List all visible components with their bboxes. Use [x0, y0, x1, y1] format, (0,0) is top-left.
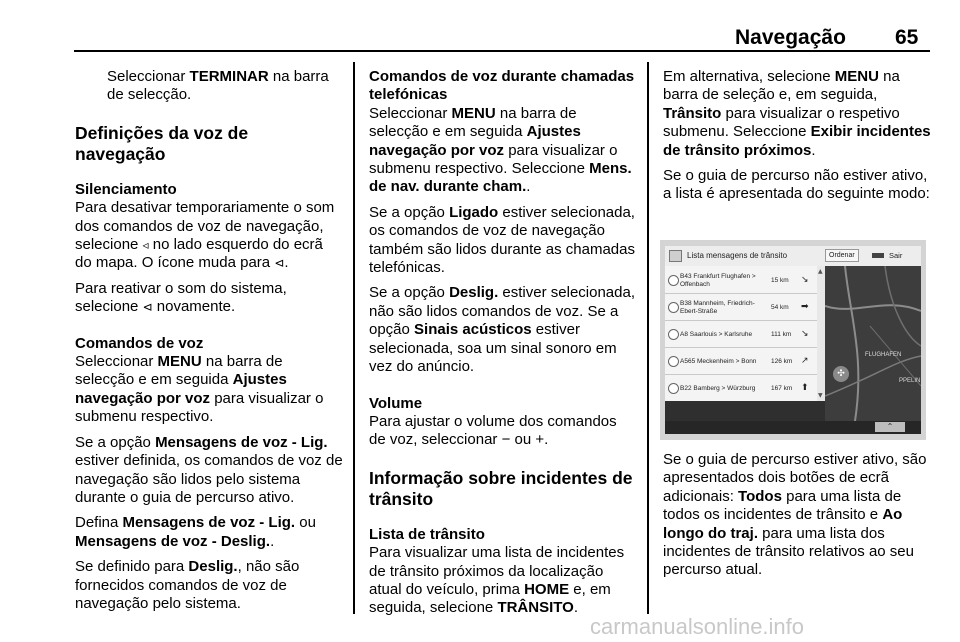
warning-icon: [668, 275, 679, 286]
back-icon[interactable]: [669, 250, 682, 262]
map-label: PPELIN: [899, 378, 921, 384]
subheading-volume: Volume: [369, 394, 423, 412]
list-item[interactable]: B38 Mannheim, Friedrich-Ebert-Straße 54 km ➡: [665, 294, 817, 321]
direction-arrow-icon: ⬆: [801, 383, 809, 393]
instruction-terminar: Seleccionar TERMINAR na barra de selecção.: [107, 68, 329, 104]
screen-bottom-bar: [665, 421, 921, 434]
warning-icon: [668, 383, 679, 394]
paragraph-voice-off: Se definido para Deslig., não são fornecidos comandos de voz de navegação pelo sistema.: [75, 558, 300, 612]
paragraph-guidance-active: Se o guia de percurso estiver ativo, são apresentados dois botões de ecrã adicionais: Todos para uma lista de todos os incidentes de trânsito e Ao longo do traj. para uma lista dos incidentes de trânsito relativos ao seu percurso atual.: [663, 451, 927, 579]
direction-arrow-icon: ↗: [801, 356, 809, 366]
map-label: FLUGHAFEN: [865, 352, 902, 358]
scroll-up-icon[interactable]: ▲: [818, 268, 823, 275]
subheading-voice-commands: Comandos de voz: [75, 334, 204, 352]
column-divider-left: [353, 62, 355, 614]
section-heading-traffic: Informação sobre incidentes de trânsito: [369, 467, 633, 509]
traffic-list-screenshot: [660, 240, 926, 440]
exit-icon: [872, 253, 884, 258]
paragraph-voice-menu: Seleccionar MENU na barra de selecção e em seguida Ajustes navegação por voz para visualizar o submenu respectivo.: [75, 353, 324, 426]
section-heading-voice-settings: Definições da voz de navegação: [75, 122, 249, 164]
scroll-down-icon[interactable]: ▼: [818, 392, 823, 399]
chevron-up-icon[interactable]: ⌃: [875, 422, 905, 432]
list-item[interactable]: B43 Frankfurt Flughafen > Offenbach 15 km ↘: [665, 267, 817, 294]
paragraph-volume: Para ajustar o volume dos comandos de voz, seleccionar − ou +.: [369, 412, 617, 449]
screen-title: Lista mensagens de trânsito: [687, 251, 788, 260]
plus-icon: +: [535, 431, 545, 449]
paragraph-calls-menu: Seleccionar MENU na barra de selecção e em seguida Ajustes navegação por voz para visualizar o submenu respectivo. Seleccione Mens. de nav. durante cham..: [369, 104, 632, 196]
column-3-lower: [663, 451, 931, 587]
minus-icon: −: [501, 431, 511, 449]
warning-icon: [668, 356, 679, 367]
direction-arrow-icon: ↘: [801, 275, 809, 285]
column-divider-right: [647, 62, 649, 614]
subheading-traffic-list: Lista de trânsito: [369, 525, 485, 543]
list-item[interactable]: B22 Bamberg > Würzburg 167 km ⬆: [665, 375, 817, 401]
subheading-calls: Comandos de voz durante chamadas telefónicas: [369, 68, 635, 104]
unmute-icon: ⊲: [274, 256, 285, 271]
warning-icon: [668, 329, 679, 340]
paragraph-voice-on: Se a opção Mensagens de voz - Lig. estiver definida, os comandos de voz de navegação são lidos pelo sistema durante o guia de percurso ativo.: [75, 433, 343, 506]
paragraph-traffic-list: Para visualizar uma lista de incidentes de trânsito próximos da localização atual do veículo, prima HOME e, em seguida, selecione TRÂNSITO.: [369, 544, 625, 617]
direction-arrow-icon: ➡: [801, 302, 809, 312]
paragraph-alternative: Em alternativa, selecione MENU na barra de seleção e, em seguida, Trânsito para visualizar o respetivo submenu. Seleccione Exibir incidentes de trânsito próximos.: [663, 68, 931, 159]
exit-button[interactable]: Sair: [889, 251, 903, 260]
warning-icon: [668, 302, 679, 313]
column-3: [663, 68, 931, 211]
column-1: [75, 68, 343, 620]
sort-button[interactable]: Ordenar: [825, 249, 859, 262]
paragraph-list-shown: Se o guia de percurso não estiver ativo, a lista é apresentada do seguinte modo:: [663, 167, 930, 203]
paragraph-voice-define: Defina Mensagens de voz - Lig. ou Mensagens de voz - Deslig..: [75, 514, 316, 550]
list-item[interactable]: A8 Saarlouis > Karlsruhe 111 km ↘: [665, 321, 817, 348]
map-roads: [825, 266, 921, 421]
traffic-list: [665, 266, 825, 401]
scrollbar[interactable]: [817, 266, 825, 401]
mute-icon: ◃: [142, 238, 149, 253]
direction-arrow-icon: ↘: [801, 329, 809, 339]
paragraph-calls-on: Se a opção Ligado estiver selecionada, os comandos de voz de navegação também são lidos durante as chamadas telefónicas.: [369, 203, 635, 277]
paragraph-reactivate: Para reativar o som do sistema, selecione ⊲ novamente.: [75, 279, 287, 316]
compass-icon[interactable]: ✣: [833, 366, 849, 382]
subheading-mute: Silenciamento: [75, 180, 177, 198]
screen: [665, 246, 921, 434]
unmute-icon: ⊲: [142, 300, 153, 315]
screen-top-bar: [665, 246, 921, 266]
list-item[interactable]: A565 Meckenheim > Bonn 126 km ↗: [665, 348, 817, 375]
paragraph-calls-off: Se a opção Deslig. estiver selecionada, não são lidos comandos de voz. Se a opção Sinais acústicos estiver selecionada, soa um sinal sonoro em vez do anúncio.: [369, 284, 635, 376]
watermark: carmanualsonline.info: [590, 614, 805, 639]
page-header-title: Navegação: [735, 26, 846, 49]
page-number: 65: [895, 26, 919, 49]
map-view[interactable]: [825, 266, 921, 421]
header-rule: [74, 50, 930, 52]
column-2: [369, 68, 637, 625]
paragraph-mute: Para desativar temporariamente o som dos comandos de voz de navegação, selecione ◃ no lado esquerdo do ecrã do mapa. O ícone muda para ⊲.: [75, 199, 335, 272]
